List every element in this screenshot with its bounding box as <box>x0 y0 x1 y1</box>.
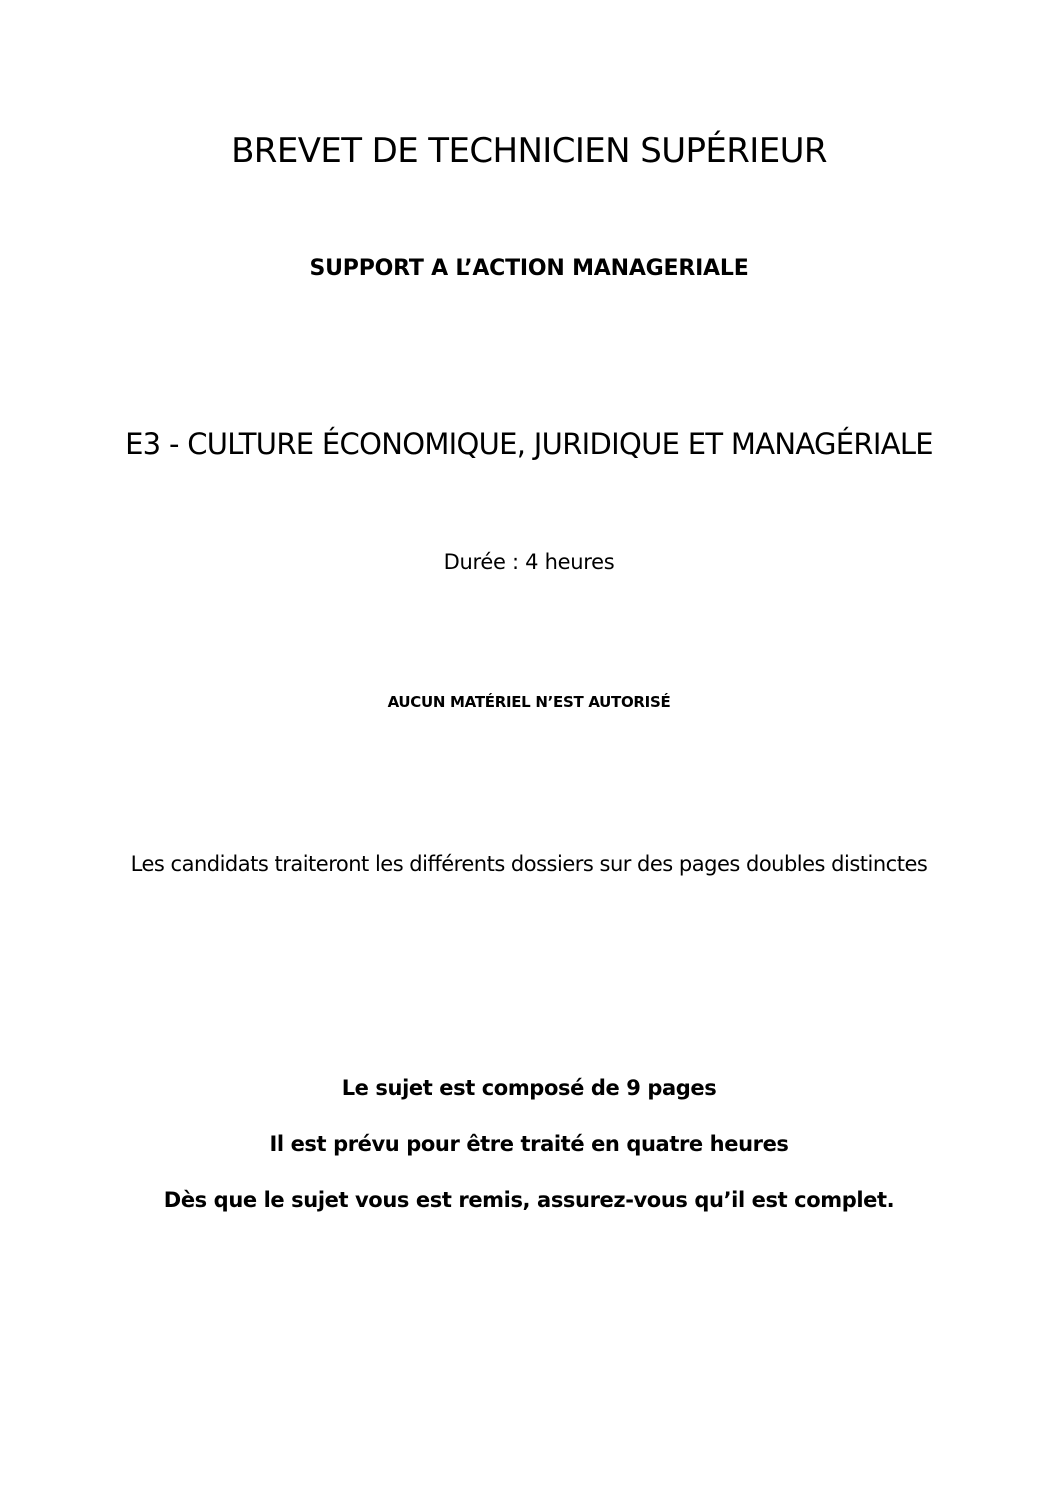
note-check-complete: Dès que le sujet vous est remis, assurez-vous qu’il est complet. <box>163 1188 895 1212</box>
materials-notice: AUCUN MATÉRIEL N’EST AUTORISÉ <box>387 693 671 711</box>
exam-duration: Durée : 4 heures <box>443 550 615 574</box>
specialty-title: SUPPORT A L’ACTION MANAGERIALE <box>309 256 749 281</box>
candidate-instructions: Les candidats traiteront les différents dossiers sur des pages doubles distinctes <box>130 852 928 876</box>
note-page-count: Le sujet est composé de 9 pages <box>341 1076 717 1100</box>
diploma-title: BREVET DE TECHNICIEN SUPÉRIEUR <box>231 131 827 171</box>
exam-title: E3 - CULTURE ÉCONOMIQUE, JURIDIQUE ET MANAGÉRIALE <box>125 427 933 461</box>
note-time-planned: Il est prévu pour être traité en quatre heures <box>269 1132 789 1156</box>
